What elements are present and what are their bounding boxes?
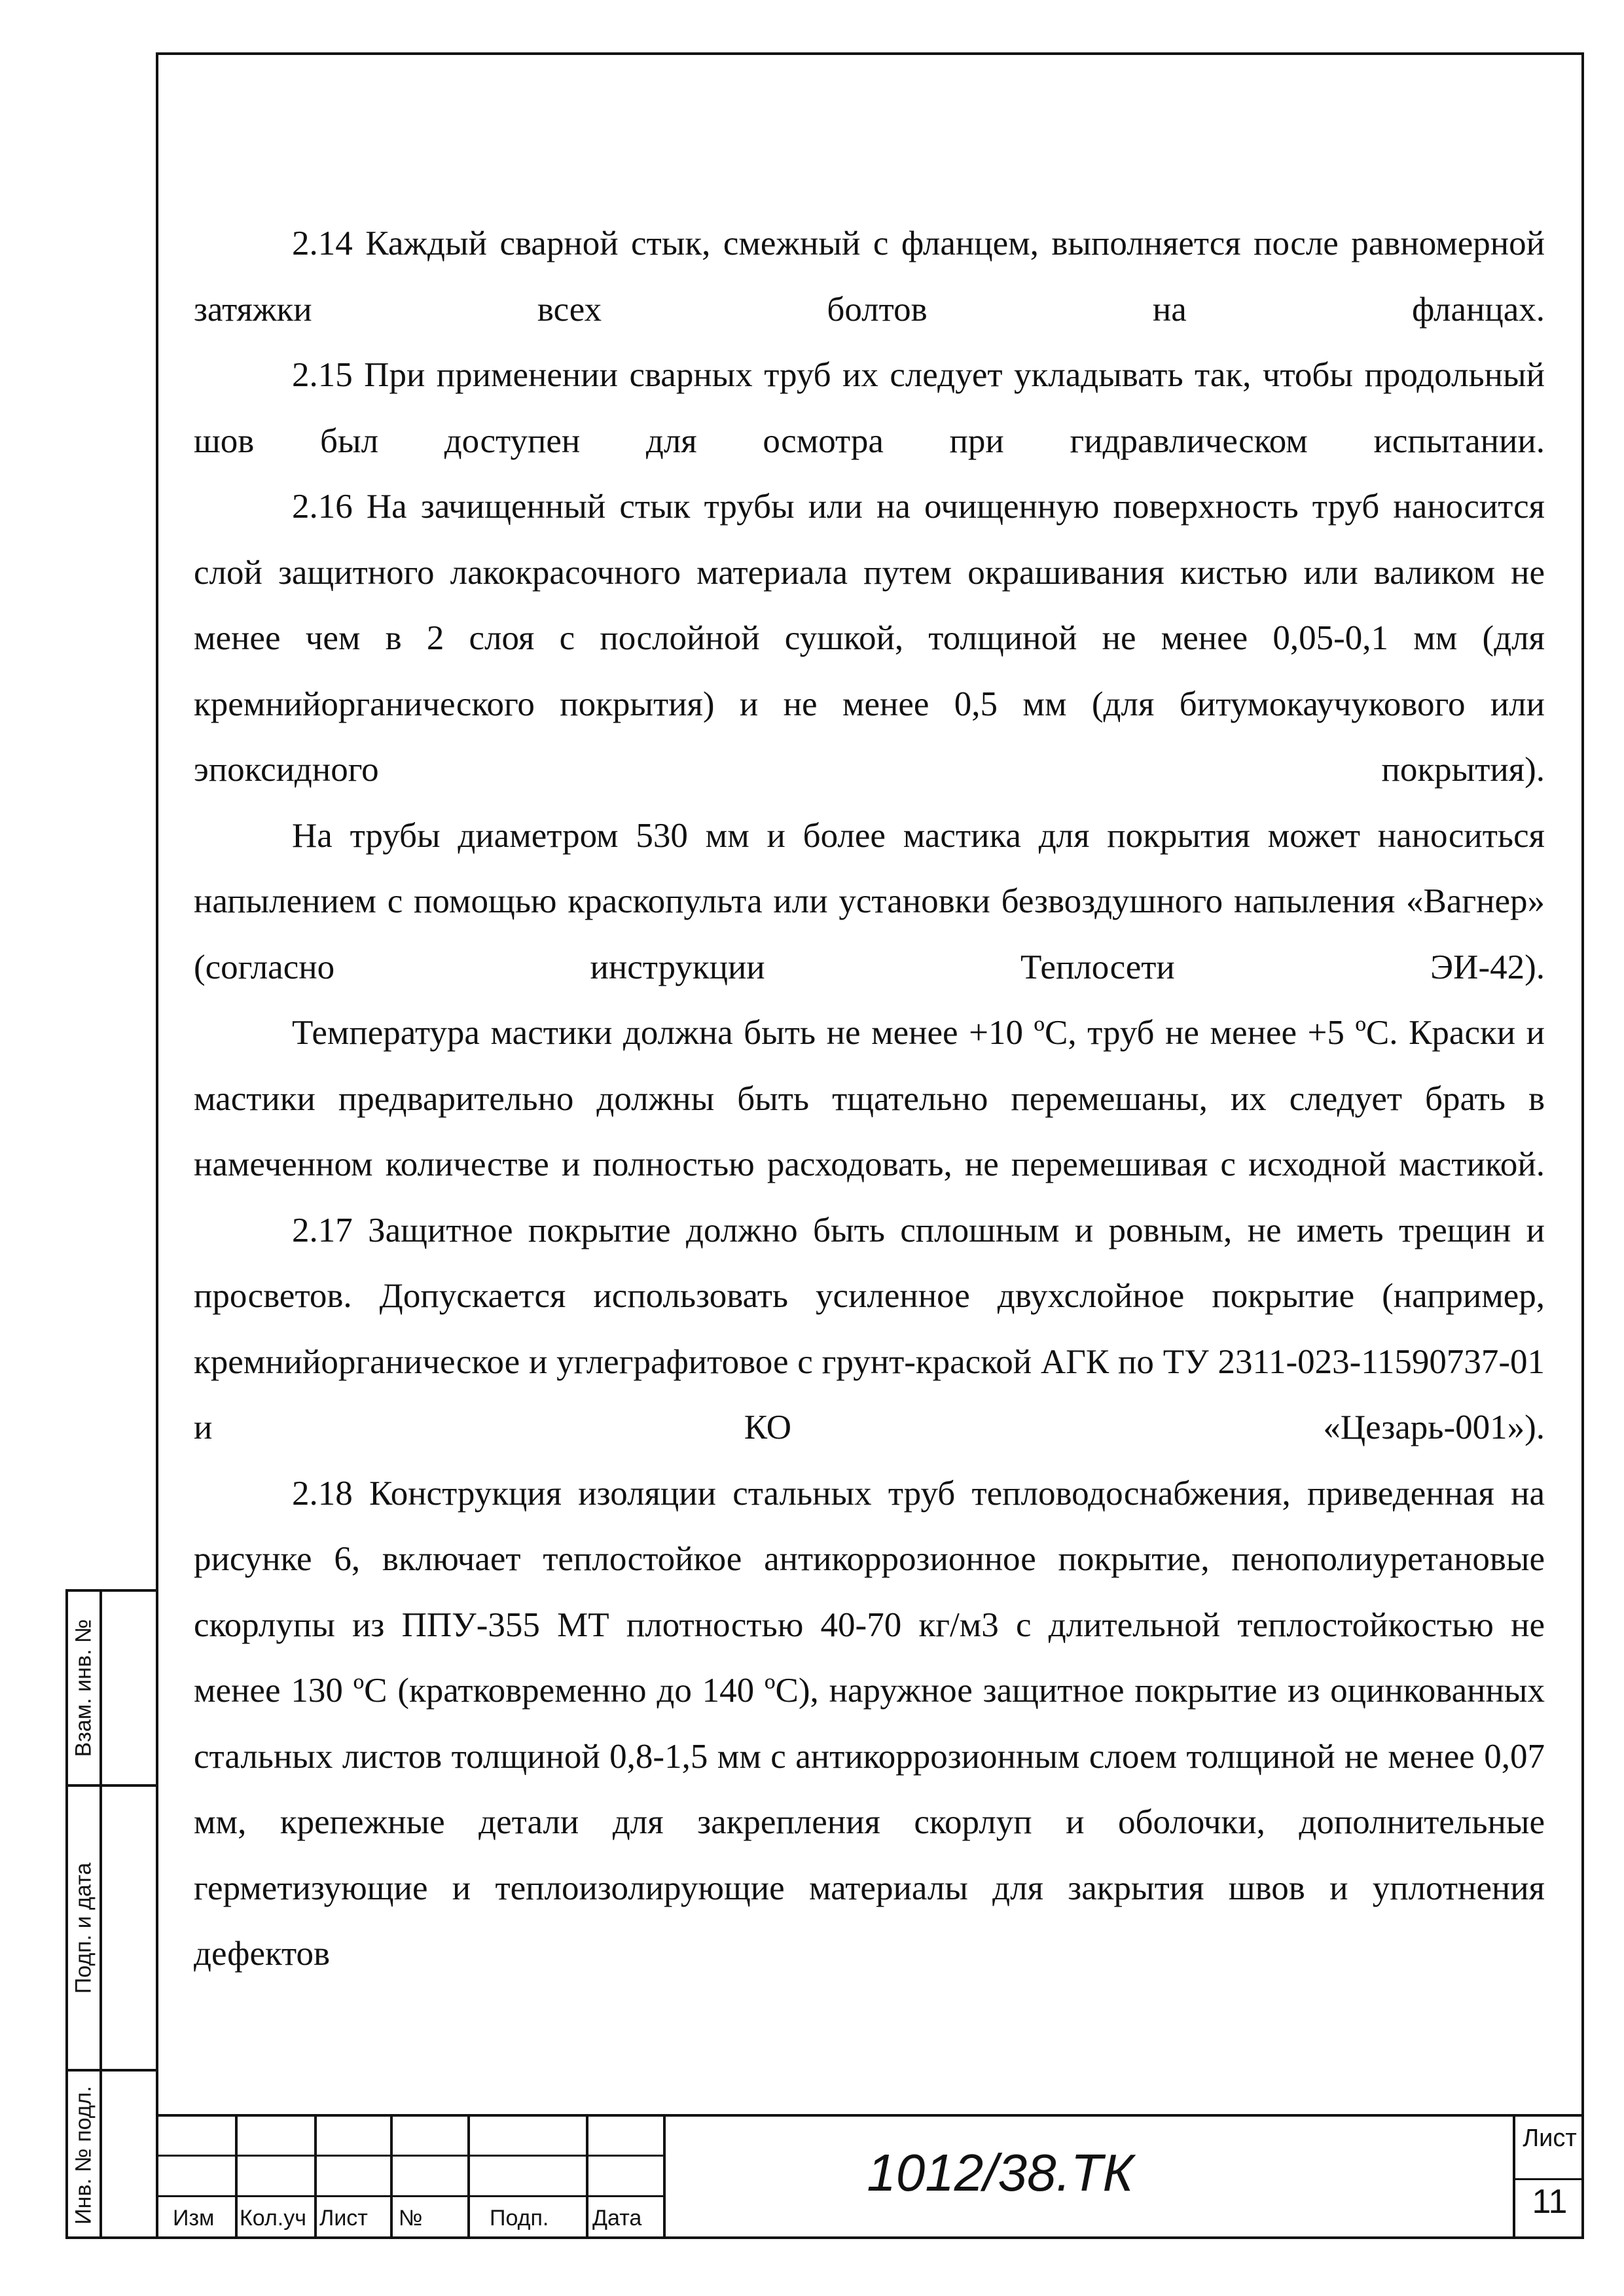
side-strip [65,1589,156,2239]
document-code: 1012/38.ТК [867,2144,1134,2202]
side-cell-replacement-inv [68,1592,156,1787]
paragraph-mastic-temperature: Температура мастики должна быть не менее +10 ºС, труб не менее +5 ºС. Краски и мастики предварительно должны быть тщательно перемешаны, их следует брать в намеченном количестве и полностью расходовать, не перемешивая с исходной мастикой. [194,1014,1545,1183]
paragraph-2-15: 2.15 При применении сварных труб их следует укладывать так, чтобы продольный шов был доступен для осмотра при гидравлическом испытании. [194,356,1545,460]
paragraph-2-18: 2.18 Конструкция изоляции стальных труб тепловодоснабжения, приведенная на рисунке 6, включает теплостойкое антикоррозионное покрытие, пенополиуретановые скорлупы из ППУ-355 МТ плотностью 40-70 кг/м3 с длительной теплостойкостью не менее 130 ºС (кратковременно до 140 ºС), наружное защитное покрытие из оцинкованных стальных листов толщиной 0,8-1,5 мм с антикоррозионным слоем толщиной не менее 0,07 мм, крепежные детали для закрепления скорлуп и оболочки, дополнительные герметизующие и теплоизолирующие материалы для закрытия швов и уплотнения дефектов [194,1474,1545,1973]
paragraph-2-16: 2.16 На зачищенный стык трубы или на очищенную поверхность труб наносится слой защитного лакокрасочного материала путем окрашивания кистью или валиком не менее чем в 2 слоя с послойной сушкой, толщиной не менее 0,05-0,1 мм (для кремнийорганического покрытия) и не менее 0,5 мм (для битумокаучукового или эпоксидного покрытия). [194,488,1545,789]
side-cell-original-inv [68,2072,156,2239]
side-label-replacement-inv: Взам. инв. № [71,1619,96,1757]
paragraph-2-14: 2.14 Каждый сварной стык, смежный с фланцем, выполняется после равномерной затяжки всех болтов на фланцах. [194,224,1545,329]
stamp-col-change: Изм [173,2206,215,2231]
stamp-col-doc-number: № [399,2206,423,2231]
paragraph-2-17: 2.17 Защитное покрытие должно быть сплошным и ровным, не иметь трещин и просветов. Допускается использовать усиленное двухслойное покрытие (например, кремнийорганическое и углеграфитовое с грунт-краской АГК по ТУ 2311-023-11590737-01 и КО «Цезарь-001»). [194,1211,1545,1446]
sheet-number: 11 [1532,2183,1568,2221]
document-body [194,211,1545,1987]
stamp-col-signature: Подп. [490,2206,549,2231]
paragraph-mastic-spraying: На трубы диаметром 530 мм и более мастика для покрытия может наноситься напылением с помощью краскопульта или установки безвоздушного напыления «Вагнер» (согласно инструкции Теплосети ЭИ-42). [194,816,1545,986]
title-block [156,2114,1584,2239]
side-label-original-inv: Инв. № подл. [71,2086,96,2225]
side-cell-signature-date [68,1787,156,2072]
side-label-signature-date: Подп. и дата [71,1862,96,1994]
stamp-col-date: Дата [592,2206,642,2231]
stamp-col-count: Кол.уч [240,2206,306,2231]
stamp-col-sheet: Лист [319,2206,368,2231]
sheet-label: Лист [1523,2125,1577,2152]
